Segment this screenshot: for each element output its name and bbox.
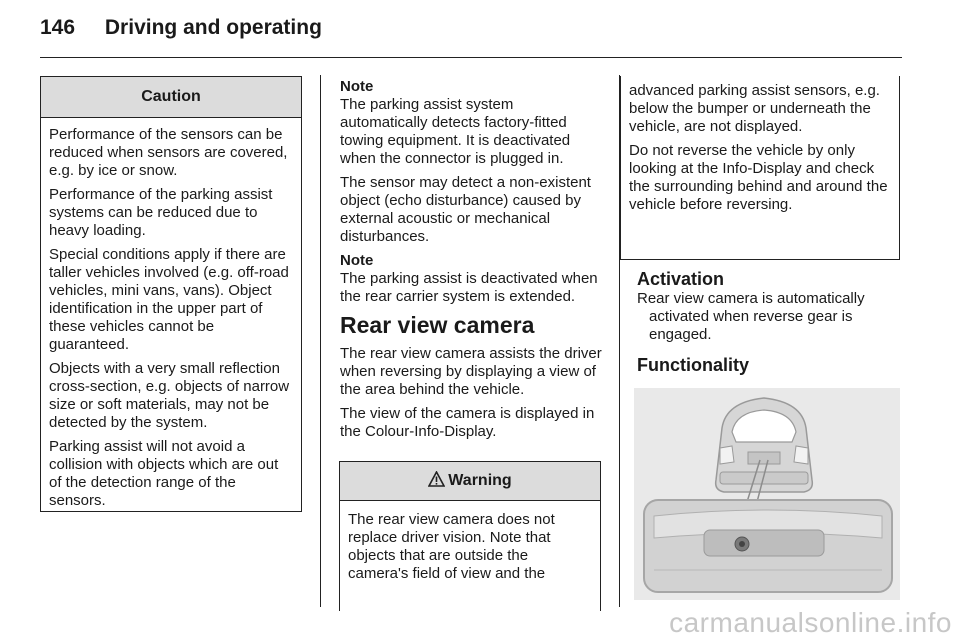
warning-header [340,462,600,501]
caution-paragraph: Special conditions apply if there are taller vehicles involved (e.g. off-road vehicles, mini vans, vans). Object identification in the upper part of these vehicles cannot be guaranteed. [49,246,289,353]
column-divider-left [320,75,321,607]
warning-box [339,461,601,611]
activation-text: Rear view camera is automatically activated when reverse gear is engaged. [637,290,865,343]
section-title: Driving and operating [104,16,322,39]
rear-view-paragraph: The rear view camera assists the driver when reversing by displaying a view of the area behind the vehicle. [340,345,602,398]
right-column [637,268,899,376]
page-header [40,16,322,40]
functionality-heading: Functionality [637,355,749,375]
note-text: The parking assist system automatically detects factory-fitted towing equipment. It is deactivated when the connector is plugged in. [340,96,571,167]
caution-paragraph: Performance of the parking assist systems can be reduced due to heavy loading. [49,186,273,239]
warning-triangle-icon [428,471,445,487]
caution-paragraph: Performance of the sensors can be reduced when sensors are covered, e.g. by ice or snow. [49,126,288,179]
note-label: Note [340,252,374,269]
echo-disturbance-text: The sensor may detect a non-existent object (echo disturbance) caused by external acoustic or mechanical disturbances. [340,174,591,245]
rear-view-camera-heading: Rear view camera [340,312,535,338]
warning-box-continued [620,76,900,260]
note-label: Note [340,78,374,95]
rear-view-paragraph: The view of the camera is displayed in the Colour-Info-Display. [340,405,595,440]
warning-continued-paragraph: advanced parking assist sensors, e.g. below the bumper or underneath the vehicle, are not displayed. [629,82,880,135]
rear-camera-illustration [634,388,900,600]
caution-paragraph: Parking assist will not avoid a collision with objects which are out of the detection range of the sensors. [49,438,279,509]
warning-text: The rear view camera does not replace driver vision. Note that objects that are outside the camera's field of view and the [348,511,555,582]
watermark-text: carmanualsonline.info [669,607,952,638]
caution-paragraph: Objects with a very small reflection cross-section, e.g. objects of narrow size or soft materials, may not be detected by the system. [49,360,290,431]
caution-title: Caution [41,77,301,118]
car-rear-camera-drawing [634,388,900,600]
activation-heading: Activation [637,269,725,289]
caution-body [41,118,301,510]
note-text: The parking assist is deactivated when the rear carrier system is extended. [340,270,598,305]
warning-body [340,501,600,583]
page-number: 146 [40,16,76,39]
middle-column [340,78,602,447]
warning-continued-paragraph: Do not reverse the vehicle by only looking at the Info-Display and check the surrounding behind and around the vehicle before reversing. [629,142,888,213]
header-divider [40,57,902,58]
caution-box [40,76,302,512]
warning-continued-body [621,76,899,214]
warning-title: Warning [448,472,512,489]
